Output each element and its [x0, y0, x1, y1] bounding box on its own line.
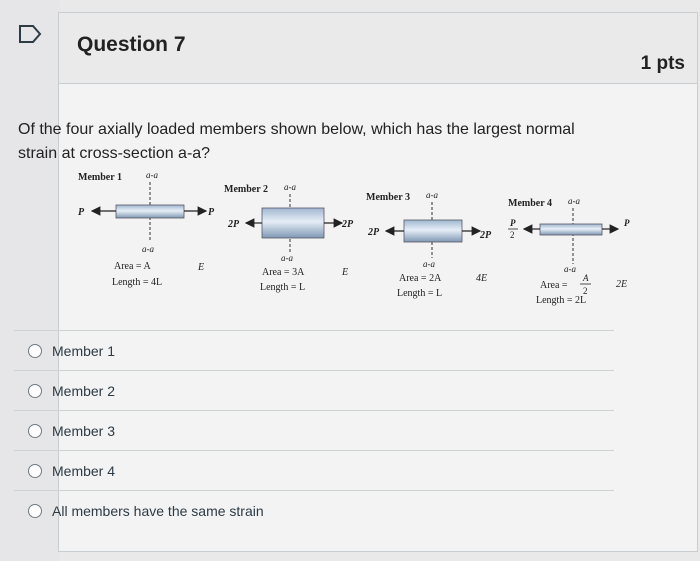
member-3-area: Area = 2A [399, 273, 442, 284]
radio-button[interactable] [28, 464, 42, 478]
member-2-right-load: 2P [342, 219, 354, 230]
answer-option-member-4[interactable] [14, 450, 614, 490]
member-2-left-load: 2P [228, 219, 240, 230]
member-1-area: Area = A [114, 261, 151, 272]
member-3-left-load: 2P [368, 227, 380, 238]
member-4-section-bottom: a-a [564, 264, 576, 274]
member-4-length: Length = 2L [536, 295, 587, 306]
member-2-length: Length = L [260, 282, 306, 293]
question-text: Of the four axially loaded members shown below, which has the largest normal strain at cross-section a-a? [18, 121, 575, 162]
member-4-left-load-den: 2 [510, 230, 515, 240]
member-4-label: Member 4 [508, 198, 552, 209]
member-2-group [224, 182, 354, 293]
member-3-group [366, 190, 492, 299]
flag-icon[interactable] [18, 24, 44, 44]
member-1-length: Length = 4L [112, 277, 163, 288]
member-1-group [78, 170, 215, 288]
answer-option-same-strain[interactable] [14, 490, 614, 530]
member-1-section-bottom: a-a [142, 244, 154, 254]
answer-option-member-2[interactable] [14, 370, 614, 410]
member-4-right-load-num: P [624, 218, 630, 228]
answer-label: Member 3 [52, 422, 116, 439]
member-3-section-bottom: a-a [423, 259, 435, 269]
member-3-modulus: 4E [476, 273, 488, 284]
member-3-section-top: a-a [426, 190, 438, 200]
members-figure [16, 168, 630, 308]
member-1-left-load: P [78, 207, 85, 218]
member-1-bar [116, 205, 184, 218]
member-3-length: Length = L [397, 288, 443, 299]
radio-button[interactable] [28, 504, 42, 518]
answer-option-member-1[interactable] [14, 330, 614, 370]
member-2-section-bottom: a-a [281, 253, 293, 263]
member-3-right-load: 2P [480, 230, 492, 241]
answer-label: All members have the same strain [52, 502, 264, 519]
answer-label: Member 1 [52, 342, 116, 359]
member-2-area: Area = 3A [262, 267, 305, 278]
member-3-label: Member 3 [366, 192, 410, 203]
member-2-section-top: a-a [284, 182, 296, 192]
member-4-area-prefix: Area = [540, 280, 568, 291]
member-1-right-load: P [208, 207, 215, 218]
question-header [59, 13, 697, 84]
member-4-left-load-num: P [510, 218, 516, 228]
member-4-area-num: A [583, 273, 589, 283]
answer-option-member-3[interactable] [14, 410, 614, 450]
answer-label: Member 2 [52, 382, 116, 399]
radio-button[interactable] [28, 344, 42, 358]
member-2-label: Member 2 [224, 184, 268, 195]
radio-button[interactable] [28, 384, 42, 398]
members-diagram [16, 168, 630, 308]
member-3-bar [404, 220, 462, 242]
member-2-modulus: E [342, 267, 349, 278]
member-4-modulus: 2E [616, 279, 628, 290]
radio-button[interactable] [28, 424, 42, 438]
member-1-section-top: a-a [146, 170, 158, 180]
member-2-bar [262, 208, 324, 238]
member-4-section-top: a-a [568, 196, 580, 206]
question-points: 1 pts [640, 53, 685, 74]
member-1-modulus: E [198, 262, 205, 273]
question-title: Question 7 [77, 33, 186, 56]
member-4-area-den: 2 [583, 286, 588, 296]
member-4-bar [540, 224, 602, 235]
answer-list [14, 330, 614, 530]
answer-label: Member 4 [52, 462, 116, 479]
member-1-label: Member 1 [78, 172, 122, 183]
